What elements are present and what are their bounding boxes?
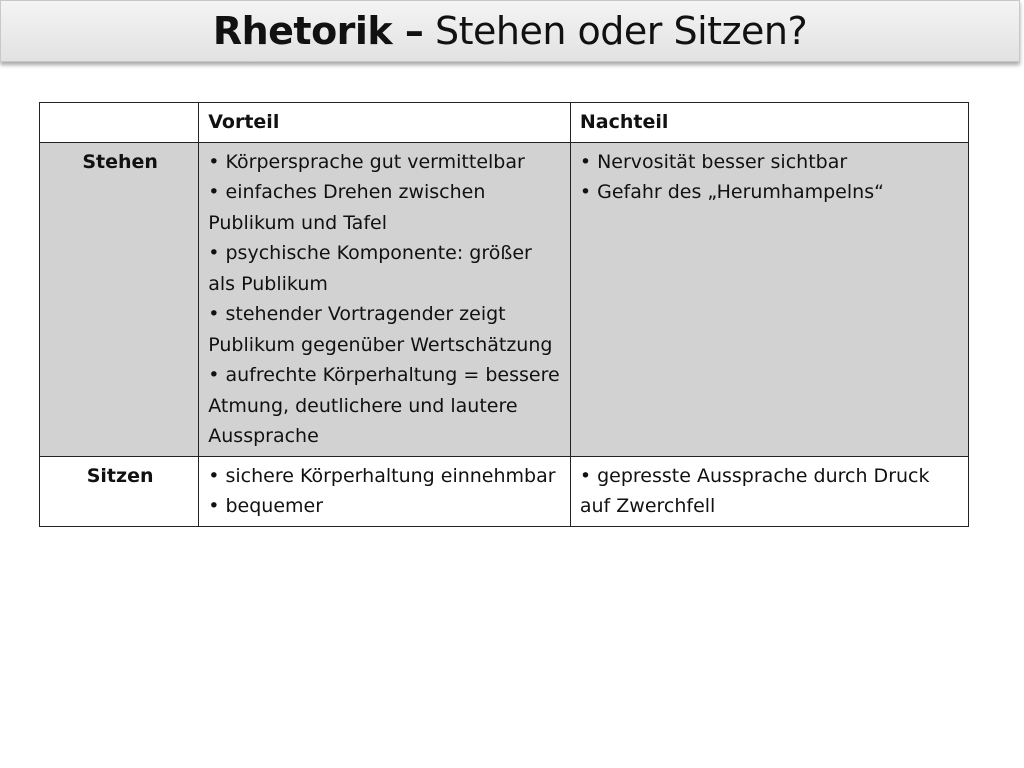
header-cell-nachteil: Nachteil <box>570 103 968 143</box>
table-header-row <box>40 103 969 143</box>
list-item: • gepresste Aussprache durch Druck auf Zwerchfell <box>580 461 961 522</box>
list-item: • aufrechte Körperhaltung = bessere Atmung, deutlichere und lautere Aussprache <box>208 360 563 452</box>
list-item: • Körpersprache gut vermittelbar <box>208 147 563 178</box>
title-regular-part: Stehen oder Sitzen? <box>435 9 808 53</box>
header-cell-vorteil: Vorteil <box>199 103 571 143</box>
list-item: • stehender Vortragender zeigt Publikum gegenüber Wertschätzung <box>208 299 563 360</box>
table-row-stehen <box>40 142 969 456</box>
cell-sitzen-nachteil <box>570 456 968 526</box>
title-bar <box>0 0 1020 62</box>
slide-title <box>213 9 807 53</box>
cell-stehen-nachteil <box>570 142 968 456</box>
list-item: • Nervosität besser sichtbar <box>580 147 961 178</box>
row-label-stehen: Stehen <box>40 142 199 456</box>
row-label-sitzen: Sitzen <box>40 456 199 526</box>
list-item: • bequemer <box>208 491 563 522</box>
header-cell-empty <box>40 103 199 143</box>
cell-sitzen-vorteil <box>199 456 571 526</box>
list-item: • Gefahr des „Herumhampelns“ <box>580 177 961 208</box>
title-bold-part: Rhetorik – <box>212 9 424 53</box>
table-row-sitzen <box>40 456 969 526</box>
list-item: • einfaches Drehen zwischen Publikum und Tafel <box>208 177 563 238</box>
comparison-table <box>39 102 969 527</box>
list-item: • sichere Körperhaltung einnehmbar <box>208 461 563 492</box>
list-item: • psychische Komponente: größer als Publikum <box>208 238 563 299</box>
cell-stehen-vorteil <box>199 142 571 456</box>
